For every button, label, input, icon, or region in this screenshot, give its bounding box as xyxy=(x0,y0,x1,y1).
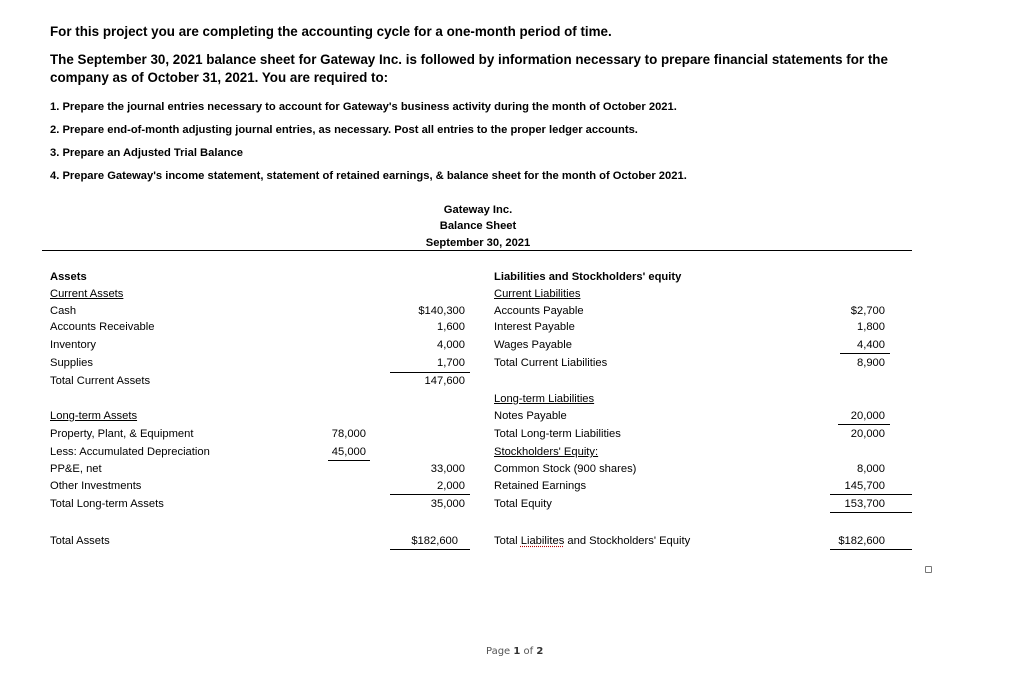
inventory-label: Inventory xyxy=(50,339,97,351)
ar-label: Accounts Receivable xyxy=(50,321,155,333)
interest-payable-value: 1,800 xyxy=(857,321,885,333)
assets-heading: Assets xyxy=(50,271,87,283)
total-longterm-assets-label: Total Long-term Assets xyxy=(50,498,164,510)
current-liabilities-rule xyxy=(840,353,890,354)
total-assets-label: Total Assets xyxy=(50,535,110,547)
depr-rule xyxy=(328,460,370,461)
current-liabilities-heading: Current Liabilities xyxy=(494,288,581,300)
ppe-net-value: 33,000 xyxy=(430,463,465,475)
step-3: 3. Prepare an Adjusted Trial Balance xyxy=(50,147,243,159)
total-longterm-assets-value: 35,000 xyxy=(430,498,465,510)
total-longterm-liabilities-value: 20,000 xyxy=(850,428,885,440)
total-liabilities-equity-label xyxy=(494,535,690,547)
interest-payable-label: Interest Payable xyxy=(494,321,575,333)
statement-date: September 30, 2021 xyxy=(425,237,531,249)
longterm-liabilities-heading: Long-term Liabilities xyxy=(494,393,595,405)
ppe-net-label: PP&E, net xyxy=(50,463,102,475)
total-current-liabilities-value: 8,900 xyxy=(857,357,885,369)
intro-line-2a: The September 30, 2021 balance sheet for Gateway Inc. is followed by information necessary to prepare financial statements for the xyxy=(50,52,888,67)
ap-label: Accounts Payable xyxy=(494,305,584,317)
header-rule xyxy=(42,250,912,251)
ppe-label: Property, Plant, & Equipment xyxy=(50,428,194,440)
page-mid: of xyxy=(520,646,537,657)
inventory-value: 4,000 xyxy=(437,339,465,351)
total-liabilities-equity-suffix: and Stockholders' Equity xyxy=(564,535,691,547)
notes-payable-label: Notes Payable xyxy=(494,410,567,422)
ar-value: 1,600 xyxy=(437,321,465,333)
equity-rule xyxy=(830,494,912,495)
notes-payable-rule xyxy=(838,424,890,425)
intro-line-2b: company as of October 31, 2021. You are required to: xyxy=(50,70,389,85)
depr-label: Less: Accumulated Depreciation xyxy=(50,446,210,458)
notes-payable-value: 20,000 xyxy=(850,410,885,422)
cash-label: Cash xyxy=(50,305,77,317)
step-4: 4. Prepare Gateway's income statement, statement of retained earnings, & balance sheet for the month of October 2021. xyxy=(50,170,687,182)
total-equity-value: 153,700 xyxy=(844,498,885,510)
total-liabilities-equity-value: $182,600 xyxy=(838,535,885,547)
current-assets-heading: Current Assets xyxy=(50,288,124,300)
liabilities-heading: Liabilities and Stockholders' equity xyxy=(494,271,682,283)
page-total: 2 xyxy=(536,646,544,657)
page-indicator xyxy=(486,646,543,657)
other-investments-label: Other Investments xyxy=(50,480,142,492)
step-1: 1. Prepare the journal entries necessary to account for Gateway's business activity during the month of October 2021. xyxy=(50,101,677,113)
wages-payable-label: Wages Payable xyxy=(494,339,572,351)
step-2: 2. Prepare end-of-month adjusting journal entries, as necessary. Post all entries to the proper ledger accounts. xyxy=(50,124,638,136)
common-stock-label: Common Stock (900 shares) xyxy=(494,463,637,475)
total-current-assets-label: Total Current Assets xyxy=(50,375,151,387)
wages-payable-value: 4,400 xyxy=(857,339,885,351)
total-assets-value: $182,600 xyxy=(411,535,458,547)
resize-handle-icon[interactable] xyxy=(925,566,932,573)
total-current-assets-value: 147,600 xyxy=(424,375,465,387)
total-longterm-liabilities-label: Total Long-term Liabilities xyxy=(494,428,621,440)
common-stock-value: 8,000 xyxy=(857,463,885,475)
other-investments-value: 2,000 xyxy=(437,480,465,492)
statement-company: Gateway Inc. xyxy=(443,204,513,216)
supplies-label: Supplies xyxy=(50,357,93,369)
longterm-assets-heading: Long-term Assets xyxy=(50,410,138,422)
ap-value: $2,700 xyxy=(850,305,885,317)
depr-value: 45,000 xyxy=(331,446,366,458)
ppe-value: 78,000 xyxy=(331,428,366,440)
longterm-assets-rule xyxy=(390,494,470,495)
total-liabilities-equity-prefix: Total xyxy=(494,535,521,547)
page-current: 1 xyxy=(513,646,521,657)
page-prefix: Page xyxy=(486,646,514,657)
misspelled-word: Liabilites xyxy=(520,535,565,547)
total-equity-rule xyxy=(830,512,912,513)
equity-heading: Stockholders' Equity: xyxy=(494,446,599,458)
total-equity-label: Total Equity xyxy=(494,498,552,510)
cash-value: $140,300 xyxy=(418,305,465,317)
total-current-liabilities-label: Total Current Liabilities xyxy=(494,357,608,369)
supplies-value: 1,700 xyxy=(437,357,465,369)
current-assets-rule xyxy=(390,372,470,373)
retained-earnings-label: Retained Earnings xyxy=(494,480,587,492)
total-liabilities-equity-rule xyxy=(830,549,912,550)
intro-line-1: For this project you are completing the accounting cycle for a one-month period of time. xyxy=(50,24,612,39)
statement-title: Balance Sheet xyxy=(439,220,517,232)
total-assets-rule xyxy=(390,549,470,550)
retained-earnings-value: 145,700 xyxy=(844,480,885,492)
